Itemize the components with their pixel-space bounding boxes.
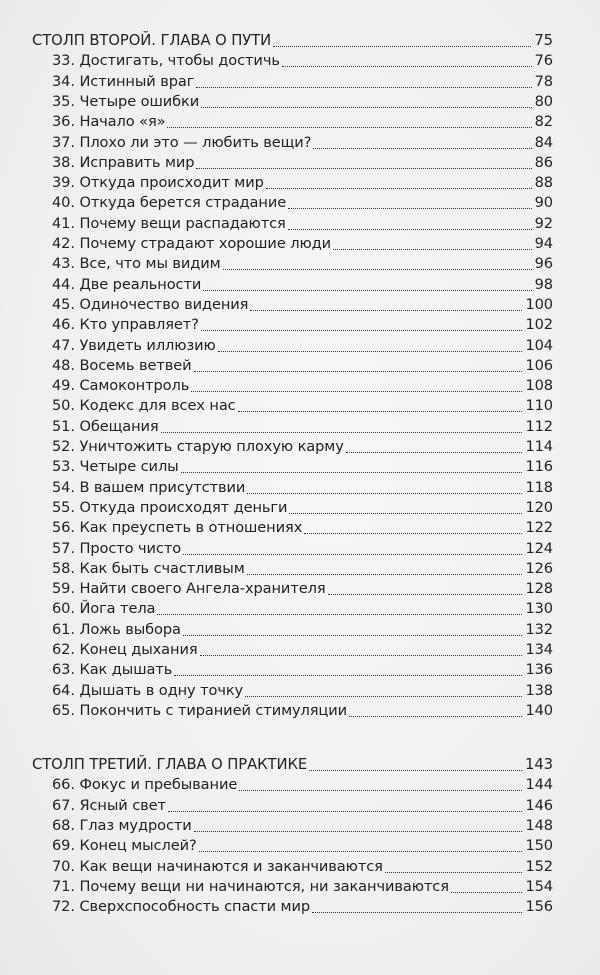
chapter-title: 61. Ложь выбора [52,620,181,638]
toc-entry [52,617,553,639]
toc-entry [52,793,553,815]
chapter-title: 48. Восемь ветвей [52,356,192,374]
page-number: 152 [525,857,553,875]
dot-leader [288,207,532,209]
toc-entry [52,454,553,476]
dot-leader [201,106,532,108]
page-number: 140 [525,701,553,719]
page-number: 98 [534,275,553,293]
page-number: 118 [525,478,553,496]
chapter-title: 53. Четыре силы [52,458,179,476]
toc-entry [52,596,553,618]
toc-entry [52,393,553,415]
page-number: 114 [525,438,553,455]
chapter-title: 51. Обещания [52,417,159,435]
toc-entry [52,576,553,598]
dot-leader [223,268,532,270]
page-number: 122 [525,519,553,537]
chapter-title: 56. Как преуспеть в отношениях [52,519,303,537]
page-number: 156 [525,898,553,916]
page-number: 146 [525,796,553,814]
chapter-title: 54. В вашем присутствии [52,478,246,496]
dot-leader [385,871,523,873]
toc-entry [52,475,553,497]
dot-leader [167,126,531,128]
chapter-title: 69. Конец мыслей? [52,837,197,855]
dot-leader [196,86,531,88]
dot-leader [199,850,523,852]
chapter-title: 46. Кто управляет? [52,316,199,334]
chapter-title: 38. Исправить мир [52,153,195,171]
toc-entry [52,556,553,578]
section-title: СТОЛП ТРЕТИЙ. ГЛАВА О ПРАКТИКЕ [32,756,308,773]
chapter-title: 41. Почему вещи распадаются [52,214,286,232]
page-number: 102 [525,316,553,334]
chapter-title: 55. Откуда происходят деньги [52,498,288,516]
section-heading [32,28,553,50]
dot-leader [201,329,523,331]
dot-leader [309,769,522,771]
page-number: 128 [525,580,553,598]
chapter-title: 64. Дышать в одну точку [52,681,244,699]
toc-entry [52,272,553,294]
page-number: 138 [525,681,553,699]
dot-leader [181,471,523,473]
dot-leader [194,830,523,832]
dot-leader [200,654,523,656]
toc-entry [52,170,553,192]
page-number: 150 [525,837,553,855]
toc-entry [52,833,553,855]
page-number: 130 [525,600,553,618]
dot-leader [333,248,532,250]
toc-entry [52,292,553,314]
toc-entry [52,772,553,794]
dot-leader [288,228,532,230]
toc-entry [52,150,553,172]
dot-leader [346,451,523,453]
page-number: 144 [525,776,553,794]
page-number: 104 [525,336,553,354]
page-number: 100 [525,295,553,313]
chapter-title: 66. Фокус и пребывание [52,776,238,794]
chapter-title: 58. Как быть счастливым [52,559,245,577]
toc-entry [52,231,553,253]
chapter-title: 42. Почему страдают хорошие люди [52,235,332,252]
toc-entry [52,894,553,916]
dot-leader [168,810,523,812]
chapter-title: 43. Все, что мы видим [52,255,221,273]
toc-entry [52,130,553,152]
page-number: 112 [525,417,553,435]
toc-entry [52,48,553,70]
chapter-title: 50. Кодекс для всех нас [52,397,236,415]
dot-leader [239,789,522,791]
chapter-title: 44. Две реальности [52,275,202,293]
chapter-title: 63. Как дышать [52,661,173,679]
page-number: 124 [525,539,553,557]
page-number: 86 [534,153,553,171]
page-number: 106 [525,356,553,374]
toc-entry [52,333,553,355]
page-number: 136 [525,661,553,679]
toc-entry [52,353,553,375]
chapter-title: 36. Начало «я» [52,113,166,131]
page-number: 126 [525,559,553,577]
chapter-title: 47. Увидеть иллюзию [52,336,216,354]
dot-leader [245,695,522,697]
page-number: 96 [534,255,553,273]
dot-leader [273,45,531,47]
page-number: 94 [534,235,553,252]
dot-leader [247,573,523,575]
chapter-title: 62. Конец дыхания [52,641,198,658]
page-number: 148 [525,816,553,834]
dot-leader [328,593,523,595]
chapter-title: 59. Найти своего Ангела-хранителя [52,580,326,598]
page-number: 110 [525,397,553,415]
toc-entry [52,312,553,334]
toc-entry [52,536,553,558]
dot-leader [289,512,522,514]
toc-entry [52,854,553,876]
chapter-title: 60. Йога тела [52,600,156,618]
toc-entry [52,515,553,537]
page-number: 143 [525,756,553,773]
dot-leader [196,167,531,169]
chapter-title: 37. Плохо ли это — любить вещи? [52,133,312,151]
toc-entry [52,109,553,131]
dot-leader [203,289,531,291]
toc-entry [52,434,553,456]
dot-leader [174,674,522,676]
dot-leader [451,891,523,893]
toc-entry [52,495,553,517]
toc-entry [52,678,553,700]
page-number: 154 [525,877,553,895]
chapter-title: 67. Ясный свет [52,796,166,814]
dot-leader [247,492,522,494]
page-number: 80 [534,92,553,110]
dot-leader [238,410,523,412]
chapter-title: 45. Одиночество видения [52,295,249,313]
dot-leader [194,370,523,372]
page-number: 120 [525,498,553,516]
dot-leader [312,911,522,913]
chapter-title: 34. Истинный враг [52,72,195,90]
section-title: СТОЛП ВТОРОЙ. ГЛАВА О ПУТИ [32,32,272,49]
page-number: 82 [534,113,553,131]
page-number: 90 [534,194,553,212]
dot-leader [304,532,522,534]
section-heading [32,752,553,774]
chapter-title: 39. Откуда происходит мир [52,174,264,192]
toc-entry [52,251,553,273]
toc-entry [52,211,553,233]
chapter-title: 52. Уничтожить старую плохую карму [52,438,344,455]
chapter-title: 49. Самоконтроль [52,377,190,395]
dot-leader [313,147,531,149]
page-number: 75 [534,32,553,49]
chapter-title: 40. Откуда берется страдание [52,194,287,212]
page-number: 134 [525,641,553,658]
page-number: 88 [534,174,553,192]
page-number: 132 [525,620,553,638]
chapter-title: 68. Глаз мудрости [52,816,192,834]
chapter-title: 35. Четыре ошибки [52,92,200,110]
chapter-title: 71. Почему вещи ни начинаются, ни заканчиваются [52,877,449,895]
toc-entry [52,657,553,679]
dot-leader [282,65,532,67]
chapter-title: 72. Сверхспособность спасти мир [52,898,311,916]
chapter-title: 70. Как вещи начинаются и заканчиваются [52,857,383,875]
page-number: 76 [534,52,553,70]
dot-leader [183,634,523,636]
dot-leader [250,309,522,311]
page-number: 84 [534,133,553,151]
page-number: 108 [525,377,553,395]
toc-entry [52,874,553,896]
page-number: 116 [525,458,553,476]
toc-entry [52,637,553,659]
toc-entry [52,89,553,111]
dot-leader [157,613,522,615]
dot-leader [191,390,522,392]
toc-entry [52,698,553,720]
toc-entry [52,414,553,436]
page-number: 92 [534,214,553,232]
toc-entry [52,373,553,395]
chapter-title: 65. Покончить с тиранией стимуляции [52,701,348,719]
toc-entry [52,69,553,91]
dot-leader [349,715,522,717]
chapter-title: 33. Достигать, чтобы достичь [52,52,280,70]
dot-leader [218,350,523,352]
dot-leader [161,431,523,433]
dot-leader [183,553,522,555]
toc-entry [52,190,553,212]
dot-leader [266,187,532,189]
toc-entry [52,813,553,835]
page-number: 78 [534,72,553,90]
chapter-title: 57. Просто чисто [52,539,182,557]
